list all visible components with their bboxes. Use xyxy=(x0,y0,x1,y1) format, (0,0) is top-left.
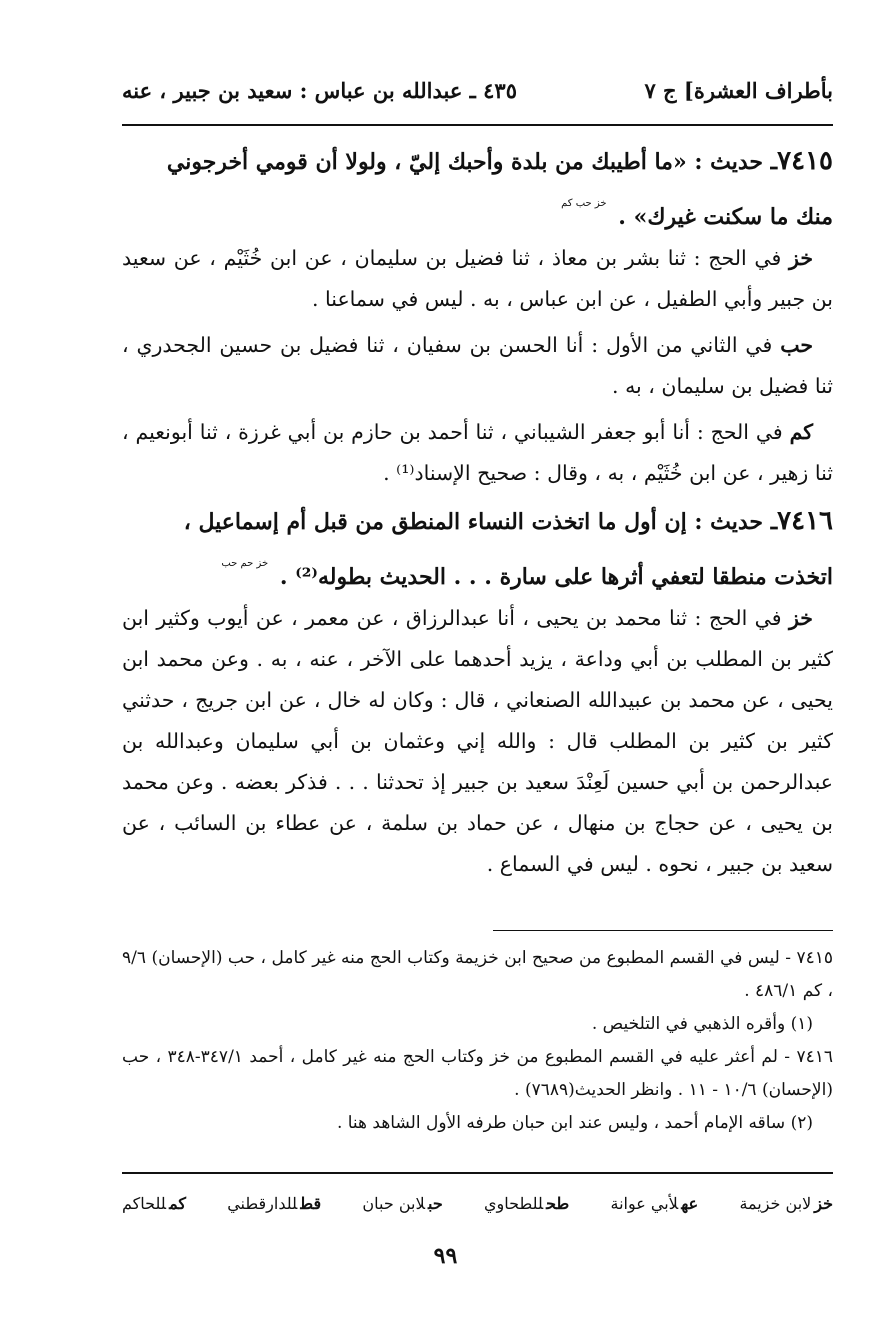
hadith-entry-7415 xyxy=(122,140,833,494)
footnote: ٧٤١٥ - ليس في القسم المطبوع من صحيح ابن خزيمة وكتاب الحج منه غير كامل ، حب (الإحسان) ٩/٦ ، كم ٤٨٦/١ . xyxy=(122,948,833,1001)
header-chapter-title: ٤٣٥ ـ عبدالله بن عباس : سعيد بن جبير ، عنه xyxy=(122,77,517,103)
entry-title-line1: ـ حديث : إن أول ما اتخذت النساء المنطق من قبل أم إسماعيل ، xyxy=(183,509,778,535)
entry-title-line2: اتخذت منطقا لتعفي أثرها على سارة . . . الحديث بطوله⁽²⁾ . xyxy=(279,564,833,590)
abbreviation-legend xyxy=(122,1188,833,1218)
source-text: في الحج : ثنا بشر بن معاذ ، ثنا فضيل بن سليمان ، عن ابن خُثَيْم ، عن سعيد بن جبير وأبي الطفيل ، عن ابن عباس ، به . ليس في سماعنا . xyxy=(122,246,833,311)
legend-rule xyxy=(122,1172,833,1174)
source-text: في الحج : أنا أبو جعفر الشيباني ، ثنا أحمد بن حازم بن أبي غرزة ، ثنا أبونعيم ، ثنا زهير ، عن ابن خُثَيْم ، به ، وقال : صحيح الإسناد⁽¹⁾ . xyxy=(122,420,833,485)
source-paragraph xyxy=(122,598,833,885)
source-abbr: كم xyxy=(789,420,813,444)
entry-title-line1: ـ حديث : «ما أطيبك من بلدة وأحبك إليّ ، ولولا أن قومي أخرجوني xyxy=(166,149,778,175)
footnote: (١) وأقره الذهبي في التلخيص . xyxy=(591,1014,813,1034)
source-paragraph xyxy=(122,412,833,494)
source-text: في الثاني من الأول : أنا الحسن بن سفيان ، ثنا فضيل بن حسين الجحدري ، ثنا فضيل بن سليمان ، به . xyxy=(122,333,833,398)
main-text xyxy=(122,140,833,891)
footnote: ٧٤١٦ - لم أعثر عليه في القسم المطبوع من خز وكتاب الحج منه غير كامل ، أحمد ٣٤٧/١-٣٤٨ ، حب (الإحسان) ١٠/٦ - ١١ . وانظر الحديث(٧٦٨٩) . xyxy=(122,1047,833,1100)
entry-heading xyxy=(122,500,833,543)
source-abbr: خز xyxy=(789,246,813,270)
entry-number: ٧٤١٦ xyxy=(777,506,833,536)
legend-item: طحللطحاوي xyxy=(484,1193,570,1213)
entry-sigla: خز حب كم xyxy=(561,198,607,209)
footnote: (٢) ساقه الإمام أحمد ، وليس عند ابن حبان طرفه الأول الشاهد هنا . xyxy=(336,1113,813,1133)
legend-item: حبلابن حبان xyxy=(362,1193,443,1213)
legend-item: قطللدارقطني xyxy=(227,1193,322,1213)
entry-sigla: خز حم حب xyxy=(221,558,269,569)
source-paragraph xyxy=(122,325,833,407)
header-book-title: بأطراف العشرة] ج ٧ xyxy=(644,77,833,103)
source-abbr: خز xyxy=(789,606,813,630)
entry-title-line2: منك ما سكنت غيرك» . xyxy=(618,204,833,230)
footnote-separator xyxy=(493,930,833,931)
hadith-entry-7416 xyxy=(122,500,833,885)
header-rule xyxy=(122,124,833,126)
source-paragraph xyxy=(122,238,833,320)
legend-item: عهلأبي عوانة xyxy=(610,1193,699,1213)
entry-heading-cont xyxy=(122,543,833,598)
entry-heading xyxy=(122,140,833,183)
legend-item: كمللحاكم xyxy=(122,1193,186,1213)
footnotes xyxy=(122,942,833,1140)
source-abbr: حب xyxy=(780,333,813,357)
legend-item: خزلابن خزيمة xyxy=(739,1193,833,1213)
page-number: ٩٩ xyxy=(433,1243,458,1269)
entry-heading-cont xyxy=(122,183,833,238)
entry-number: ٧٤١٥ xyxy=(777,146,833,176)
running-header xyxy=(122,70,833,110)
source-text: في الحج : ثنا محمد بن يحيى ، أنا عبدالرزاق ، عن معمر ، عن أيوب وكثير ابن كثير بن المطلب بن أبي وداعة ، يزيد أحدهما على الآخر ، عنه ، به . وعن محمد ابن يحيى ، عن محمد بن عبيدالله الصنعاني ، قال : وكان له خال ، عن ابن جريج ، حدثني كثير بن كثير بن المطلب قال : والله إني وعثمان بن أبي سليمان وعبدالله بن عبدالرحمن بن أبي حسين لَعِنْدَ سعيد بن جبير إذ تحدثنا . . . فذكر بعضه . وعن محمد بن يحيى ، عن حجاج بن منهال ، عن حماد بن سلمة ، عن عطاء بن السائب ، عن سعيد بن جبير ، نحوه . ليس في السماع . xyxy=(122,606,833,876)
